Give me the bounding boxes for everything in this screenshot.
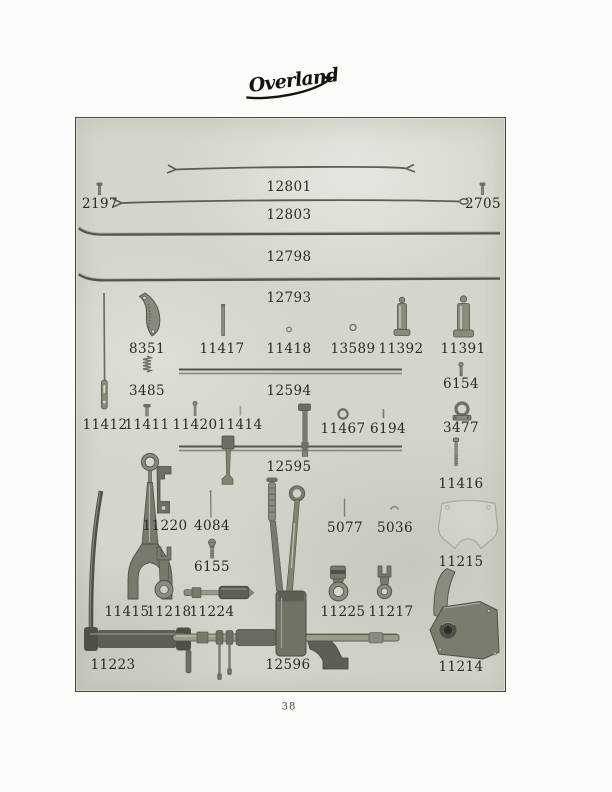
- part-drawing-pin-11420: [193, 401, 197, 415]
- part-label-11417: 11417: [199, 341, 245, 357]
- part-label-12801: 12801: [266, 179, 312, 195]
- parts-photo-plate: [75, 117, 506, 692]
- part-label-5036: 5036: [377, 520, 413, 536]
- part-label-11416: 11416: [438, 476, 484, 492]
- part-drawing-shaft-11224: [184, 586, 254, 598]
- part-label-11392: 11392: [378, 341, 424, 357]
- part-label-4084: 4084: [194, 518, 230, 534]
- part-label-11224: 11224: [189, 604, 235, 620]
- part-drawing-arm-11225: [329, 566, 348, 601]
- part-label-11420: 11420: [172, 417, 218, 433]
- part-label-3485: 3485: [129, 383, 165, 399]
- part-label-11414: 11414: [217, 417, 263, 433]
- part-label-5077: 5077: [327, 520, 363, 536]
- part-drawing-pin-11414: [240, 406, 242, 416]
- part-label-11415: 11415: [104, 604, 150, 620]
- part-drawing-rod-12594: [179, 370, 402, 374]
- part-label-11214: 11214: [438, 659, 484, 675]
- part-drawing-pin-11417: [221, 304, 225, 336]
- part-label-11223: 11223: [90, 657, 136, 673]
- part-drawing-rod-12798: [79, 227, 500, 234]
- part-drawing-pin-6194: [383, 409, 385, 418]
- part-label-11467: 11467: [320, 421, 366, 437]
- part-drawing-spring-3485: [143, 356, 151, 372]
- part-label-6154: 6154: [443, 376, 479, 392]
- part-drawing-tie-rod-12803: [113, 199, 468, 207]
- part-label-2705: 2705: [465, 196, 501, 212]
- part-drawing-screw-6154: [459, 362, 463, 376]
- part-drawing-arm-11217: [377, 566, 391, 599]
- part-label-11220: 11220: [142, 518, 188, 534]
- part-label-6194: 6194: [370, 421, 406, 437]
- part-label-12803: 12803: [266, 207, 312, 223]
- part-drawing-washer-11418: [287, 327, 292, 332]
- part-label-3477: 3477: [443, 420, 479, 436]
- part-label-11215: 11215: [438, 554, 484, 570]
- part-drawing-bolt-11416: [453, 438, 458, 466]
- overland-logo-text: Overland: [247, 64, 340, 97]
- part-drawing-bolt-6155: [209, 539, 216, 558]
- part-drawing-rod-12793: [79, 273, 500, 280]
- part-label-11218: 11218: [146, 604, 192, 620]
- part-label-12798: 12798: [266, 249, 312, 265]
- part-label-6155: 6155: [194, 559, 230, 575]
- part-drawing-bracket-11220: [157, 467, 171, 514]
- part-drawing-pin-2197: [97, 183, 103, 195]
- part-drawing-pin-2705: [480, 183, 486, 195]
- part-drawing-clip-5036: [391, 507, 399, 510]
- part-label-11418: 11418: [266, 341, 312, 357]
- part-label-8351: 8351: [129, 341, 165, 357]
- part-drawing-pin-4084: [210, 490, 212, 517]
- page-number: 38: [281, 701, 297, 713]
- part-label-12596: 12596: [265, 657, 311, 673]
- part-label-11217: 11217: [368, 604, 414, 620]
- part-label-12793: 12793: [266, 290, 312, 306]
- overland-logo-art: [232, 60, 348, 106]
- part-label-11391: 11391: [440, 341, 486, 357]
- overland-logo: [232, 60, 348, 106]
- part-drawing-housing-11214: [430, 569, 499, 660]
- part-label-13589: 13589: [330, 341, 376, 357]
- part-drawing-quadrant-8351: [140, 293, 160, 336]
- part-drawing-bracket-11391: [454, 296, 474, 337]
- part-drawing-ring-11467: [338, 408, 347, 418]
- part-label-2197: 2197: [82, 196, 118, 212]
- part-drawing-clamp-3477: [453, 403, 471, 420]
- part-drawing-assembly-12596: [173, 478, 399, 681]
- part-label-12594: 12594: [266, 383, 312, 399]
- part-drawing-tie-rod-12801: [167, 165, 415, 174]
- part-drawing-washer-13589: [350, 325, 356, 331]
- part-label-11225: 11225: [320, 604, 366, 620]
- part-drawing-rod-11412: [101, 293, 107, 409]
- part-drawing-bracket-11392: [394, 297, 410, 335]
- part-drawing-gate-plate-11215: [439, 501, 498, 549]
- part-label-11412: 11412: [82, 417, 128, 433]
- part-drawing-pin-11411: [143, 404, 150, 416]
- part-label-11411: 11411: [124, 417, 170, 433]
- part-label-12595: 12595: [266, 459, 312, 475]
